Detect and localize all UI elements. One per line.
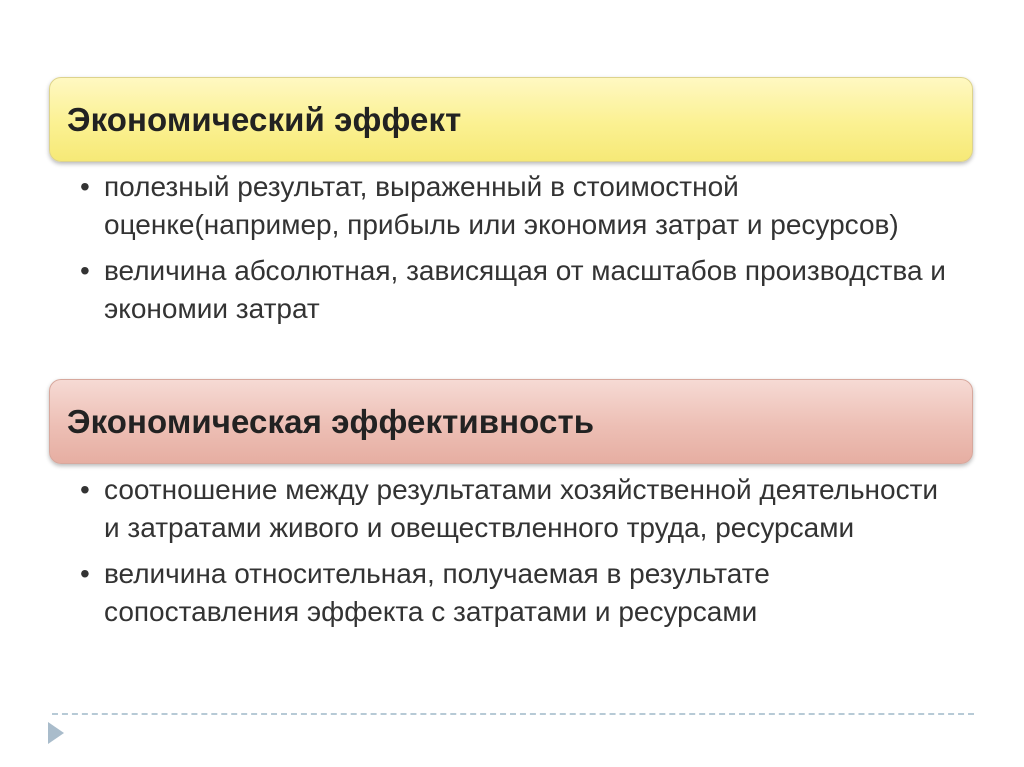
- heading-economic-effect: [49, 77, 973, 162]
- bullet-text: полезный результат, выраженный в стоимостной оценке(например, прибыль или экономия затрат и ресурсов): [104, 171, 899, 240]
- triangle-right-icon[interactable]: [48, 722, 64, 744]
- heading-economic-efficiency: [49, 379, 973, 464]
- bullet-marker: •: [80, 474, 90, 505]
- bullet-text: соотношение между результатами хозяйственной деятельности и затратами живого и овеществленного труда, ресурсами: [104, 474, 939, 543]
- bullet-marker: •: [80, 255, 90, 286]
- bullet-item: [80, 555, 960, 631]
- bullet-text: величина относительная, получаемая в результате сопоставления эффекта с затратами и ресурсами: [104, 558, 770, 627]
- heading-economic-effect-text: Экономический эффект: [67, 100, 462, 138]
- footer-divider: [52, 713, 974, 715]
- bullet-item: [80, 252, 960, 328]
- bullet-item: [80, 168, 960, 244]
- economic-effect-bullets: [80, 168, 960, 336]
- economic-efficiency-bullets: [80, 471, 960, 639]
- bullet-text: величина абсолютная, зависящая от масштабов производства и экономии затрат: [104, 255, 946, 324]
- bullet-marker: •: [80, 558, 90, 589]
- heading-economic-efficiency-text: Экономическая эффективность: [67, 402, 595, 440]
- bullet-item: [80, 471, 960, 547]
- bullet-marker: •: [80, 171, 90, 202]
